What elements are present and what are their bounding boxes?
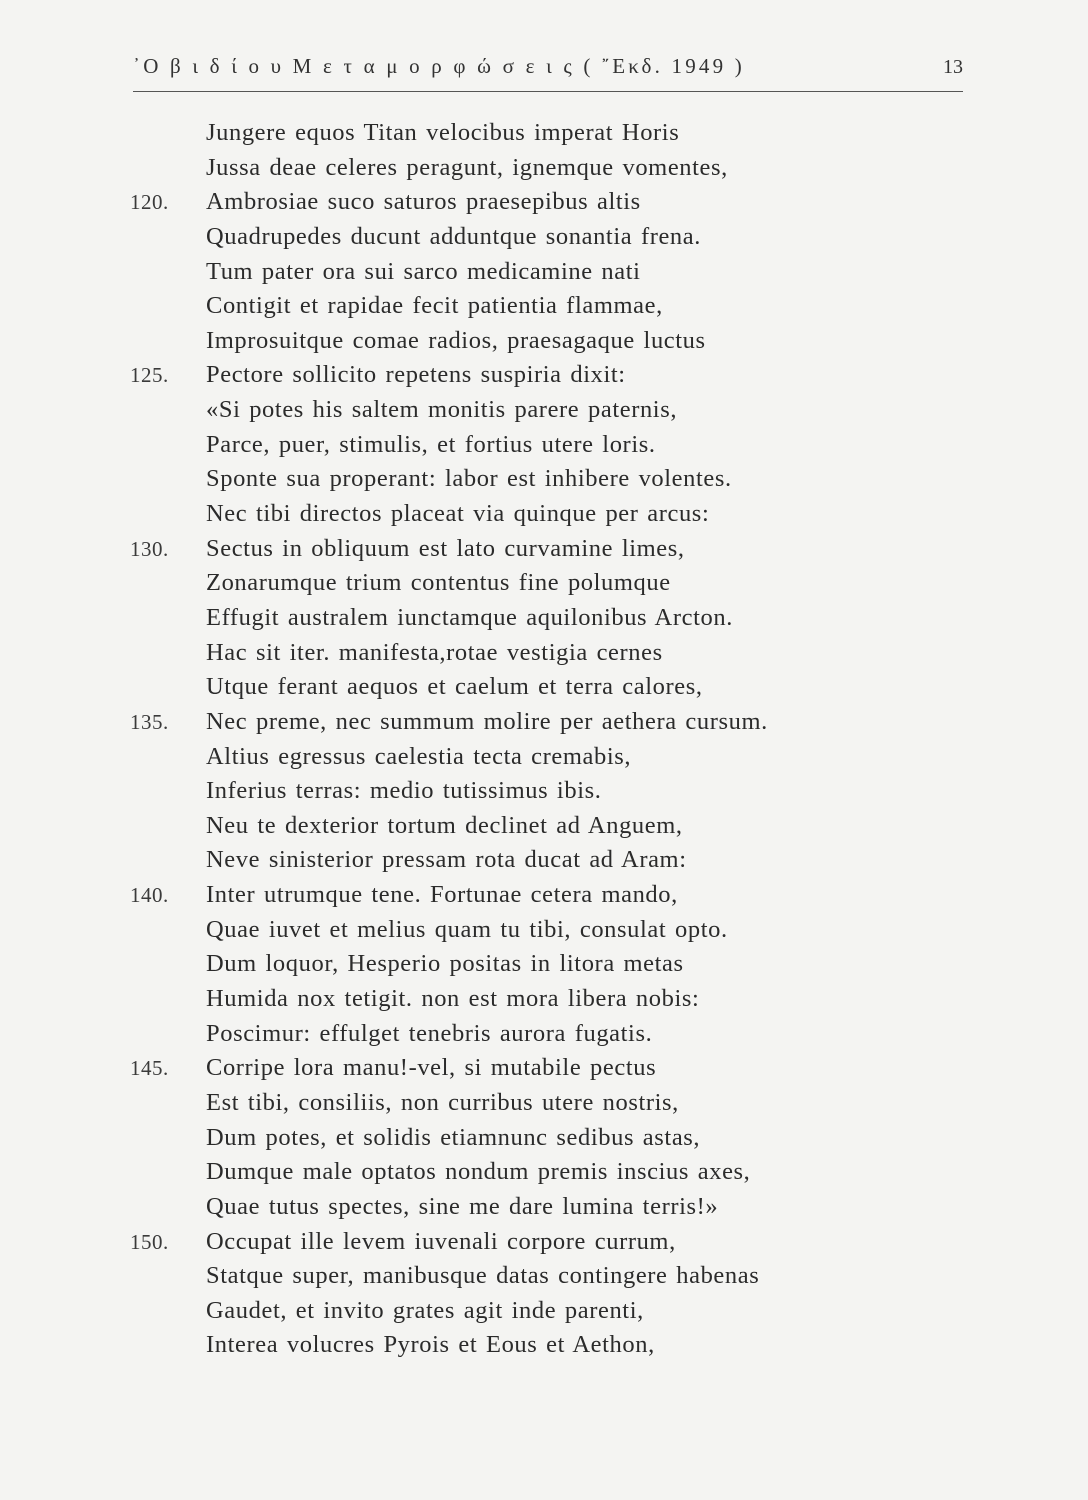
verse-line bbox=[0, 497, 1088, 532]
verse-text: Quae tutus spectes, sine me dare lumina terris!» bbox=[206, 1192, 719, 1220]
verse-text: Dumque male optatos nondum premis inscius axes, bbox=[206, 1158, 751, 1186]
verse-text: Neu te dexterior tortum declinet ad Anguem, bbox=[206, 811, 683, 839]
verse-line bbox=[0, 393, 1088, 428]
page-header bbox=[133, 52, 963, 86]
verse-line bbox=[0, 740, 1088, 775]
verse-text: Poscimur: effulget tenebris aurora fugatis. bbox=[206, 1019, 653, 1047]
verse-line bbox=[0, 670, 1088, 705]
verse-text: Jungere equos Titan velocibus imperat Horis bbox=[206, 119, 680, 146]
line-number: 135. bbox=[130, 709, 169, 734]
page-number: 13 bbox=[943, 56, 963, 78]
verse-line bbox=[0, 220, 1088, 255]
verse-line bbox=[0, 462, 1088, 497]
verse-line bbox=[0, 116, 1088, 151]
verse-line bbox=[0, 1017, 1088, 1052]
verse-text: Quadrupedes ducunt adduntque sonantia frena. bbox=[206, 222, 701, 250]
line-number: 150. bbox=[130, 1229, 169, 1254]
verse-text: Sponte sua properant: labor est inhibere volentes. bbox=[206, 465, 732, 493]
verse-text: Pectore sollicito repetens suspiria dixit: bbox=[206, 361, 626, 389]
verse-line bbox=[0, 324, 1088, 359]
verse-line bbox=[0, 947, 1088, 982]
verse-line bbox=[0, 1225, 1088, 1260]
verse-text: Statque super, manibusque datas contingere habenas bbox=[206, 1262, 760, 1290]
verse-text: Jussa deae celeres peragunt, ignemque vomentes, bbox=[206, 153, 728, 181]
verse-text: Parce, puer, stimulis, et fortius utere loris. bbox=[206, 430, 656, 458]
verse-line bbox=[0, 1155, 1088, 1190]
verse-text: «Si potes his saltem monitis parere paternis, bbox=[206, 396, 678, 424]
verse-text: Humida nox tetigit. non est mora libera nobis: bbox=[206, 985, 700, 1013]
verse-text: Nec tibi directos placeat via quinque per arcus: bbox=[206, 500, 710, 528]
verse-text: Contigit et rapidae fecit patientia flammae, bbox=[206, 292, 663, 320]
verse-text: Dum potes, et solidis etiamnunc sedibus astas, bbox=[206, 1123, 701, 1151]
verse-line bbox=[0, 532, 1088, 567]
verse-text: Occupat ille levem iuvenali corpore currum, bbox=[206, 1227, 676, 1255]
verse-line bbox=[0, 636, 1088, 671]
verse-line bbox=[0, 774, 1088, 809]
line-number: 125. bbox=[130, 363, 169, 388]
verse-line bbox=[0, 705, 1088, 740]
verse-line bbox=[0, 1190, 1088, 1225]
verse-line bbox=[0, 428, 1088, 463]
verse-line bbox=[0, 878, 1088, 913]
running-title: ᾽Ο β ι δ ί ο υ Μ ε τ α μ ο ρ φ ώ σ ε ι ς ( ῎Εκδ. 1949 ) bbox=[133, 54, 745, 78]
verse-text: Corripe lora manu!-vel, si mutabile pectus bbox=[206, 1054, 657, 1082]
verse-line bbox=[0, 843, 1088, 878]
line-number: 145. bbox=[130, 1056, 169, 1081]
verse-line bbox=[0, 1259, 1088, 1294]
verse-text: Zonarumque trium contentus fine polumque bbox=[206, 569, 671, 597]
line-number: 140. bbox=[130, 883, 169, 908]
verse-text: Effugit australem iunctamque aquilonibus Arcton. bbox=[206, 603, 733, 631]
verse-line bbox=[0, 1051, 1088, 1086]
verse-text: Est tibi, consiliis, non curribus utere nostris, bbox=[206, 1088, 679, 1116]
verse-text: Interea volucres Pyrois et Eous et Aethon, bbox=[206, 1331, 655, 1359]
verse-text: Improsuitque comae radios, praesagaque luctus bbox=[206, 326, 706, 354]
verse-line bbox=[0, 601, 1088, 636]
verse-line bbox=[0, 289, 1088, 324]
verse-line bbox=[0, 982, 1088, 1017]
verse-text: Ambrosiae suco saturos praesepibus altis bbox=[206, 188, 641, 216]
verse-text: Sectus in obliquum est lato curvamine limes, bbox=[206, 534, 685, 562]
verse-line bbox=[0, 185, 1088, 220]
verse-text: Hac sit iter. manifesta,rotae vestigia cernes bbox=[206, 638, 663, 666]
verse-line bbox=[0, 809, 1088, 844]
verse-line bbox=[0, 1086, 1088, 1121]
verse-text: Neve sinisterior pressam rota ducat ad Aram: bbox=[206, 846, 687, 874]
verse-line bbox=[0, 255, 1088, 290]
verse-text: Inter utrumque tene. Fortunae cetera mando, bbox=[206, 881, 678, 909]
verse-list bbox=[0, 116, 1088, 1363]
verse-text: Altius egressus caelestia tecta cremabis, bbox=[206, 742, 632, 770]
line-number: 120. bbox=[130, 190, 169, 215]
verse-line bbox=[0, 1328, 1088, 1363]
verse-text: Gaudet, et invito grates agit inde parenti, bbox=[206, 1296, 644, 1324]
verse-text: Tum pater ora sui sarco medicamine nati bbox=[206, 257, 641, 285]
header-rule bbox=[133, 91, 963, 92]
verse-line bbox=[0, 1121, 1088, 1156]
verse-line bbox=[0, 1294, 1088, 1329]
line-number: 130. bbox=[130, 536, 169, 561]
verse-text: Inferius terras: medio tutissimus ibis. bbox=[206, 777, 602, 805]
verse-line bbox=[0, 151, 1088, 186]
verse-line bbox=[0, 913, 1088, 948]
verse-text: Quae iuvet et melius quam tu tibi, consulat opto. bbox=[206, 915, 728, 943]
verse-text: Dum loquor, Hesperio positas in litora metas bbox=[206, 950, 684, 978]
verse-line bbox=[0, 358, 1088, 393]
verse-line bbox=[0, 566, 1088, 601]
verse-text: Nec preme, nec summum molire per aethera cursum. bbox=[206, 707, 768, 735]
verse-text: Utque ferant aequos et caelum et terra calores, bbox=[206, 673, 703, 701]
